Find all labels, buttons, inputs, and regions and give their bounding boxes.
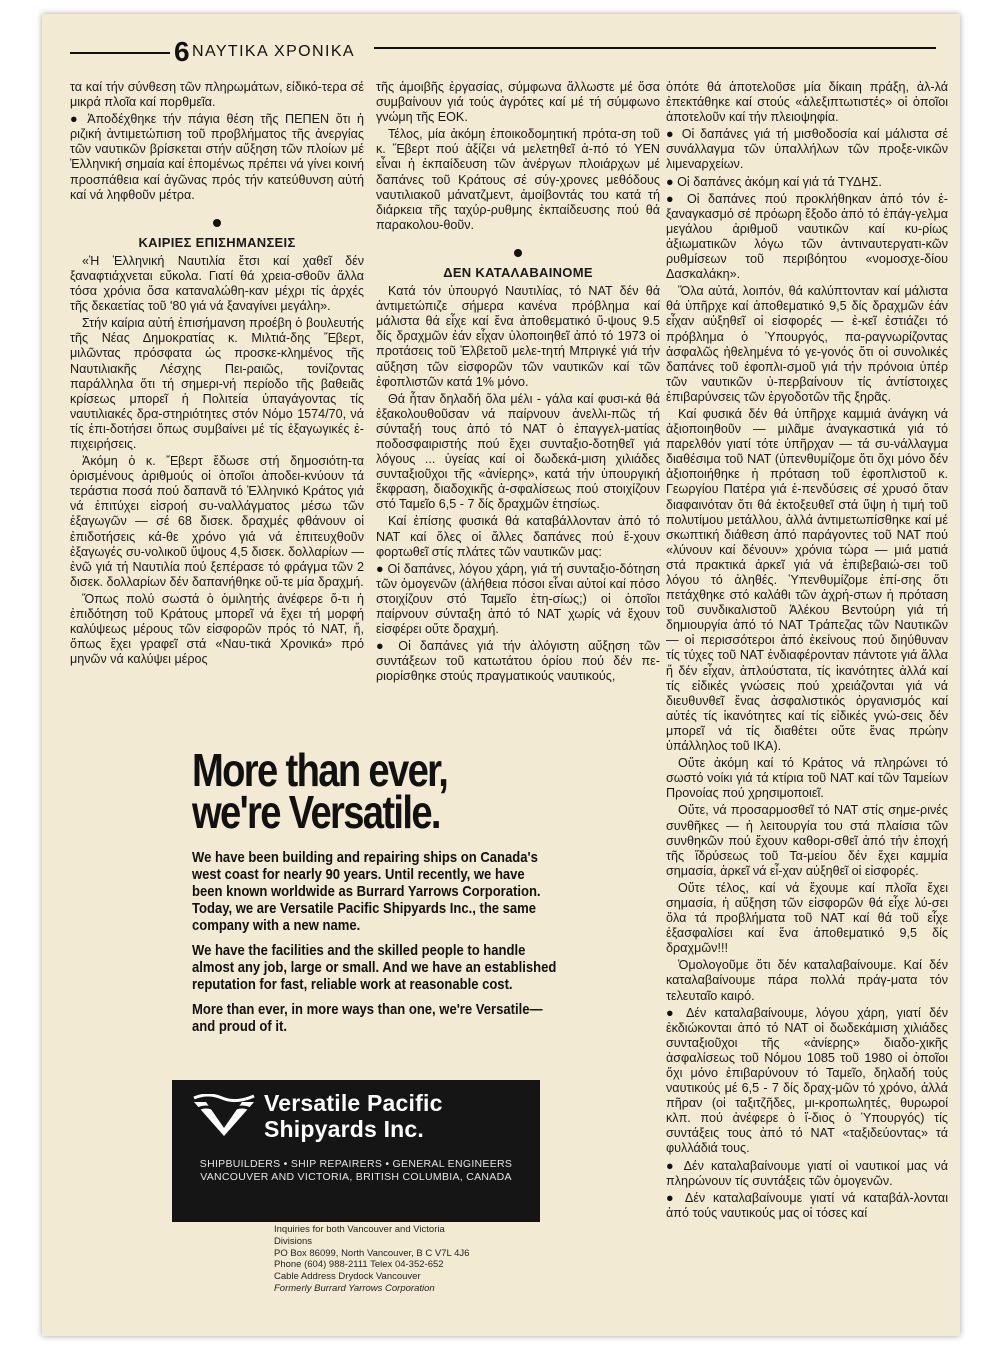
phone-line: Phone (604) 988-2111 Telex 04-352-652 bbox=[274, 1259, 444, 1271]
paragraph-text: Οἱ δαπάνες ἀκόμη καί γιά τά ΤΥΔΗΣ. bbox=[677, 174, 882, 189]
paragraph bbox=[666, 1159, 948, 1189]
bullet-icon: ● bbox=[666, 1005, 679, 1020]
paragraph bbox=[666, 1006, 948, 1157]
formerly-line bbox=[274, 1283, 469, 1295]
bullet-icon: ● bbox=[666, 191, 679, 206]
versatile-advertisement bbox=[192, 744, 662, 1035]
paragraph bbox=[70, 112, 364, 203]
paragraph: Οὔτε, νά προσαρμοσθεῖ τό ΝΑΤ στίς σημε-ρινές συνθῆκες — ἡ λειτουργία του στά πλαίσια τῶν συνθηκῶν πού ἔχουν καθορι-σθεῖ ἀπό τήν ἐποχή τῆς ἵδρύσεως τοῦ Τα-μείου δέν ἔχει καμμία σημασία, ἀρκεῖ νά εἶ-χαν αὐξηθεῖ οἱ εἰσφορές. bbox=[666, 803, 948, 878]
page-number: 6 bbox=[174, 36, 190, 67]
company-name bbox=[264, 1090, 443, 1142]
paragraph: Οὔτε ἀκόμη καί τό Κράτος νά πληρώνει τό σωστό νοίκι γιά τά κτίρια τοῦ ΝΑΤ καί τῶν Ταμείων Προνοίας πού χρησιμοποιεῖ. bbox=[666, 756, 948, 801]
company-name-line-2: Shipyards Inc. bbox=[264, 1116, 425, 1142]
company-logo-box bbox=[172, 1080, 540, 1222]
paragraph bbox=[666, 127, 948, 172]
section-divider-dot bbox=[514, 249, 522, 257]
paragraph: τῆς ἀμοιβῆς ἐργασίας, σύμφωνα ἄλλωστε μέ ὅσα συμβαίνουν γιά τούς ἀγρότες καί μέ τή σύμφωνο γνώμη τῆς ΕΟΚ. bbox=[376, 80, 660, 125]
paragraph: Ἀκόμη ὁ κ. Ἔβερτ ἔδωσε στή δημοσιότη-τα ὁρισμένους ἀριθμούς οἱ ὁποῖοι ἀποδει-κνύουν τά τεράστια ποσά πού δαπανᾶ τό Ἑλληνικό Κράτος γιά νά ἐπιτύχει εἰσροή συ-ναλλάγματος μέσω τῶν ἐξαγωγῶν — σέ 68 δισεκ. δραχμές φθάνουν οἱ ἐπιδοτήσεις κά-θε χρόνο γιά νά ἐπιτευχθοῦν ἐξαγωγές συ-νολικοῦ ὕψους 4,5 δισεκ. δολλαρίων — ἐνῶ γιά τή Ναυτιλία πού ξεπέρασε τό φράγμα τῶν 2 δισεκ. δολλαρίων δέν δαπανήθηκε οὔ-τε μία δραχμή. bbox=[70, 454, 364, 589]
ad-headline-line-1: More than ever, bbox=[192, 744, 448, 796]
bullet-icon: ● bbox=[376, 561, 384, 576]
inquiries-line: Divisions bbox=[274, 1235, 313, 1247]
paragraph: Θά ἦταν δηλαδή ὅλα μέλι - γάλα καί φυσι-κά θά ἐξακολουθοῦσαν νά παίρνουν ἀνελλι-πῶς τή σύνταξή τους ἀπό τό ΝΑΤ ὁ ἐπαγγελ-ματίας ποδοσφαιριστής πού ἔχει συνταξιο-δοτηθεῖ γιά λόγους ... ὑγείας καί οἱ δωδεκά-μιση χιλιάδες συνταξιοῦχοι τῆς «ἀνίερης», κατά τήν ὑπουργική ἔκφραση, διαδοχικῆς ἀ-σφαλίσεως πού στοιχίζουν στό Ταμεῖο 6,5 - 7 δίς δραχμῶν ἐτησίως. bbox=[376, 391, 660, 512]
header-rule-left bbox=[70, 52, 170, 54]
section-heading: ΔΕΝ ΚΑΤΑΛΑΒΑΙΝΟΜΕ bbox=[443, 264, 593, 280]
section-heading: ΚΑΙΡΙΕΣ ΕΠΙΣΗΜΑΝΣΕΙΣ bbox=[138, 234, 296, 250]
formerly-text: Formerly Burrard Yarrows Corporation bbox=[274, 1282, 435, 1294]
paragraph-text: Δέν καταλαβαίνουμε γιατί οἱ ναυτικοί μας νά πληρώνουν τίς συντάξεις τῶν ὁμογενῶν. bbox=[666, 1158, 949, 1188]
ad-contact-info bbox=[274, 1224, 469, 1295]
ad-headline-line-2: we're Versatile. bbox=[192, 786, 440, 838]
paragraph: τα καί τήν σύνθεση τῶν πληρωμάτων, είδικό-τερα σέ μικρά πλοῖα καί πορθμεῖα. bbox=[70, 80, 364, 110]
paragraph-text: Οἱ δαπάνες γιά τήν ἀλόγιστη αὔξηση τῶν συντάξεων τοῦ κατωτάτου ὁρίου πού δέν πε-ριορίσθηκε στούς πραγματικούς ναυτικούς, bbox=[376, 639, 661, 684]
paragraph: Ὅπως πολύ σωστά ὁ ὁμιλητής ἀνέφερε ὅ-τι ἡ ἐπιδότηση τοῦ Κράτους μπορεῖ νά ἔχει τή μορφή καλύψεως μέρους τῶν εἰσφορῶν πρός τό ΝΑΤ, ἤ, ὅπως ἔχει γραφεῖ στά «Ναυ-τικά Χρονικά» πρό μηνῶν νά καλύψει μέρος bbox=[70, 591, 364, 667]
locations-line: VANCOUVER AND VICTORIA, BRITISH COLUMBIA, CANADA bbox=[200, 1171, 512, 1183]
paragraph bbox=[376, 639, 660, 684]
paragraph-text: Δέν καταλαβαίνουμε γιατί νά καταβάλ-λονται ἀπό τούς ναυτικούς μας οἱ τόσες καί bbox=[666, 1190, 948, 1220]
bullet-icon: ● bbox=[666, 174, 674, 189]
paragraph bbox=[666, 1191, 948, 1221]
article-column-1 bbox=[70, 80, 364, 669]
bullet-icon: ● bbox=[666, 1190, 678, 1205]
paragraph-text: Οἱ δαπάνες γιά τή μισθοδοσία καί μάλιστα σέ συνάλλαγμα τῶν ὑπαλλήλων τῶν προξε-νικῶν λιμεναρχείων. bbox=[666, 127, 949, 172]
bullet-icon: ● bbox=[376, 639, 390, 654]
address-line: PO Box 86099, North Vancouver, B C V7L 4J6 bbox=[274, 1247, 470, 1259]
paragraph-text: Οἱ δαπάνες πού προκλήθηκαν ἀπό τόν ἐ-ξαναγκασμό σέ πρόωρη ἔξοδο ἀπό τό ἐπάγ-γελμα μεγάλου ἀριθμοῦ ναυτικῶν καί κυ-ρίως ἀξιωματικῶν λόγω τῶν ἀντιναυτεργατι-κῶν ρυθμίσεων τοῦ περιβόητου «νομοσχε-δίου Δασκαλάκη». bbox=[666, 191, 949, 282]
ad-body-paragraph: More than ever, in more ways than one, we're Versatile—and proud of it. bbox=[192, 1001, 543, 1035]
paragraph: Ὁμολογοῦμε ὅτι δέν καταλαβαίνουμε. Καί δέν καταλαβαίνουμε πάρα πολλά πράγ-ματα τόν τελευταῖο καιρό. bbox=[666, 958, 948, 1003]
paragraph: Στήν καίρια αὐτή ἐπισήμανση προέβη ὁ βουλευτής τῆς Νέας Δημοκρατίας κ. Μιλτιά-δης Ἔβερτ, μιλῶντας πρόσφατα ὡς προσκε-κλημένος τῆς Ναυτιλιακῆς Λέσχης Πει-ραιῶς, τονίζοντας παράλληλα ὅτι τή σημερι-νή περίοδο τῆς βαθειᾶς κρίσεως μπορεῖ ἡ Πολιτεία ὑπαγάγοντας τίς ναυτιλιακές δρα-στηριότητες στόν Νόμο 1574/70, νά τίς ἐπι-δοτήσει ὅπως συμβαίνει μέ τίς ἐξαγωγικές ἐ-πιχειρήσεις. bbox=[70, 316, 364, 451]
paragraph: «Ἡ Ἑλληνική Ναυτιλία ἔτσι καί χαθεῖ δέν ξαναφτιάχνεται εὔκολα. Γιατί θά χρεια-σθοῦν ἄλλα τόσα χρόνια ὅσα καταναλώθη-καν μέχρι τίς ἀρχές τῆς δεκαετίας τοῦ '80 γιά νά ξαναγίνει μεγάλη». bbox=[70, 253, 364, 314]
company-name-line-1: Versatile Pacific bbox=[264, 1090, 443, 1116]
bullet-icon: ● bbox=[666, 1158, 678, 1173]
paragraph bbox=[376, 562, 660, 637]
header-rule-right bbox=[374, 47, 936, 49]
wave-v-logo-icon bbox=[192, 1094, 256, 1138]
company-services bbox=[172, 1158, 540, 1184]
ad-body-paragraph: We have the facilities and the skilled people to handle almost any job, large or small. And we have an established reputation for fast, reliable work at reasonable cost. bbox=[192, 942, 557, 993]
article-column-2 bbox=[376, 80, 660, 686]
paragraph: Ὅλα αὐτά, λοιπόν, θά καλύπτονταν καί μάλιστα θά ὑπῆρχε καί ἀποθεματικό 9,5 δίς δραχμῶν ἐάν εἶχαν αὐξηθεῖ οἱ εἰσφορές — ἐ-κεῖ ἐστιάζει τό πρόβλημα ὁ Ὑπουργός, πα-ραγνωρίζοντας ἀσφαλῶς ἠθελημένα τό γε-γονός ὅτι οἱ συνολικές δαπάνες τοῦ ἐφοπλι-σμοῦ γιά τήν πρόνοια ὑπέρ τῶν ναυτικῶν ὑ-περβαίνουν τίς ἀντίστοιχες ἐπιβαρύνσεις τῶν ἐργοδοτῶν τῆς ξηρᾶς. bbox=[666, 284, 948, 404]
bullet-icon: ● bbox=[70, 112, 81, 127]
inquiries-line: Inquiries for both Vancouver and Victoria bbox=[274, 1224, 445, 1235]
paragraph: Οὔτε τέλος, καί νά ἔχουμε καί πλοῖα ἔχει σημασία, ἡ αὔξηση τῶν εἰσφορῶν θά εἶχε λύ-σει ὅλα τά προβλήματα τοῦ ΝΑΤ καί θά τοῦ εἶχε ἐξασφαλίσει καί ἕνα ἀποθεματικό 9,5 δίς δραχμῶν!!! bbox=[666, 880, 948, 956]
section-divider-dot bbox=[213, 219, 221, 227]
paragraph: Καί φυσικά δέν θά ὑπῆρχε καμμιά ἀνάγκη νά ἀξιοποιηθοῦν — μιλᾶμε ἀναγκαστικά γιά τό παρελθόν γιατί τότε ὑπῆρχαν — τά συ-νάλλαγμα διαθέσιμα τοῦ ΝΑΤ (ὑπενθυμίζομε ὅτι ὄχι μόνο δέν ἀξιοποιήθηκε ἡ πρόταση τοῦ ἐφοπλιστοῦ κ. Γεωργίου Πατέρα γιά ἐ-πενδύσεις σέ χρυσό ὅταν διαφαινόταν ὅτι θά ἐκτοξευθεῖ στά ὕψη ἡ τιμή τοῦ πολυτίμου μετάλλου, ἀλλά ἀντιμετωπίσθηκε καί μέ σκωπτική διάθεση ἀπό παράγοντες τοῦ ΝΑΤ πού «λύνουν καί δένουν» χρόνια τώρα — μιά ματιά στά πρακτικά ἀρκεῖ γιά νά ἐπιβεβαιώ-σει τοῦ λόγου τό ἀληθές. Ὑπενθυμίζομε ἐπί-σης ὅτι πετάχθηκε στό καλάθι τῶν ἀχρή-στων ἡ πρόταση τοῦ συνδικαλιστοῦ Ἀλέκου Βεντούρη γιά τή δημιουργία ἀπό τό ΝΑΤ Τράπεζας τῶν Ναυτικῶν — οἱ περισσότεροι ἀπό ἐκείνους πού διηύθυναν τίς τύχες τοῦ ΝΑΤ ἐνδιαφέρονταν πάντοτε γιά ἄλλα ἤ δέν εἶχαν, ἁπλούστατα, τίς ἱκανότητες ἀλλά καί τίς εἰδικές γνώσεις πού χρειάζονται γιά νά διευθυνθεῖ ἕνας ἀσφαλιστικός ὀργανισμός καί αὐτές τίς ἱκανότητες καί τίς εἰδικές γνώ-σεις δέν μπορεῖ νά τίς διαθέτει οὔτε ἕνας πρώην ὑπάλληλος τοῦ ΙΚΑ). bbox=[666, 406, 948, 754]
services-line: SHIPBUILDERS • SHIP REPAIRERS • GENERAL ENGINEERS bbox=[199, 1158, 513, 1170]
newspaper-page bbox=[42, 14, 960, 1336]
paragraph: Καί ἐπίσης φυσικά θά καταβάλλονταν ἀπό τό ΝΑΤ καί ὅλες οἱ ἄλλες δαπάνες πού ἔ-χουν φορτωθεῖ στίς πλάτες τῶν ναυτικῶν μας: bbox=[376, 514, 660, 559]
cable-line: Cable Address Drydock Vancouver bbox=[274, 1271, 421, 1283]
paragraph-text: Οἱ δαπάνες, λόγου χάρη, γιά τή συνταξιο-δότηση τῶν ὁμογενῶν (ἀλήθεια πόσοι εἶναι αὐτοί καί πόσο στοιχίζουν στό Ταμεῖο ἐτη-σίως;) οἱ ὁποῖοι παίρνουν σύνταξη ἀπό τό ΝΑΤ χωρίς νά ἔχουν εἰσφέρει οὔτε δραχμή. bbox=[376, 561, 660, 637]
paragraph bbox=[666, 175, 948, 190]
ad-body-paragraph: We have been building and repairing ships on Canada's west coast for nearly 90 years. Until recently, we have been known worldwide as Burrard Yarrows Corporation. Today, we are Versatile Pacific Shipyards Inc., the same company with a new name. bbox=[192, 849, 541, 934]
paragraph: ὁπότε θά ἀποτελοῦσε μία δίκαιη πράξη, ἀλ-λά ἐπεκτάθηκε καί στούς «ἀλεξιπτωτιστές» οἱ ὁποῖοι ἀποτελοῦν καί τήν πλειοψηφία. bbox=[666, 80, 948, 125]
paragraph-text: Ἀποδέχθηκε τήν πάγια θέση τῆς ΠΕΠΕΝ ὅτι ἡ ριζική ἀντιμετώπιση τοῦ προβλήματος τῆς ἀνεργίας τῶν ναυτικῶν βρίσκεται στήν αὔξηση τῶν πλοίων μέ Ἑλληνική σημαία καί ἑπομένως πρέπει νά γίνει κοινή προσπάθεια καί ἀγῶνας πρός τήν κατεύθυνση αὐτή καί νά ληφθοῦν μέτρα. bbox=[70, 112, 365, 202]
bullet-icon: ● bbox=[666, 127, 676, 142]
article-column-3 bbox=[666, 80, 948, 1223]
paragraph bbox=[666, 192, 948, 283]
publication-title: ΝΑΥΤΙΚΑ ΧΡΟΝΙΚΑ bbox=[192, 43, 355, 60]
paragraph-text: Δέν καταλαβαίνουμε, λόγου χάρη, γιατί δέν ἐκδιώκονται ἀπό τό ΝΑΤ οἱ δωδεκάμιση χιλιάδες συνταξιοῦχοι τῆς «ἀνίερης» διαδο-χικῆς ἀσφαλίσεως τοῦ Νόμου 1085 τοῦ 1980 οἱ ὁποῖοι ὄχι μόνο ἐπιβαρύνουν τό Ταμεῖο, δηλαδή τούς ναυτικούς μέ 6,5 - 7 δίς δραχ-μῶν τό χρόνο, ἀλλά πῆραν (οἱ ταξιτζῆδες, μι-κροπωλητές, θυρωροί κλπ. πού ἀνέφερε ὁ ἴ-διος ὁ Ὑπουργός) τίς συντάξεις τους ἀπό τό ΝΑΤ «ταξιδεύοντας» τά φυλλάδιά τους. bbox=[666, 1005, 948, 1156]
paragraph: Κατά τόν ὑπουργό Ναυτιλίας, τό ΝΑΤ δέν θά ἀντιμετώπιζε σήμερα κανένα πρόβλημα καί μάλιστα θά εἶχε καί ἕνα ἀποθεματικό ὕ-ψους 9.5 δίς δραχμῶν ἐάν εἶχαν ὑλοποιηθεῖ ἀπό τό 1973 οἱ προτάσεις τοῦ Ἑλβετοῦ μελε-τητή Μπριγκέ γιά τήν αὔξηση τῶν εἰσφορῶν τῶν ναυτικῶν καί τῶν ἐφοπλιστῶν κατά 1% μόνο. bbox=[376, 284, 660, 389]
paragraph: Τέλος, μία ἀκόμη ἐποικοδομητική πρότα-ση τοῦ κ. Ἔβερτ πού ἀξίζει νά μελετηθεῖ ἀ-πό τό ΥΕΝ εἶναι ἡ ἐκπαίδευση τῶν ἀνέργων πλοιάρχων μέ δαπάνες τοῦ Κράτους σέ σύγ-χρονες μεθόδους ναυτιλιακοῦ μάνατζμεντ, ἀμοίβοντάς του κατά τή διάρκεια τῆς ταχύρ-ρυθμης ἐκπαίδευσης πού θά παρακολου-θοῦν. bbox=[376, 127, 660, 232]
